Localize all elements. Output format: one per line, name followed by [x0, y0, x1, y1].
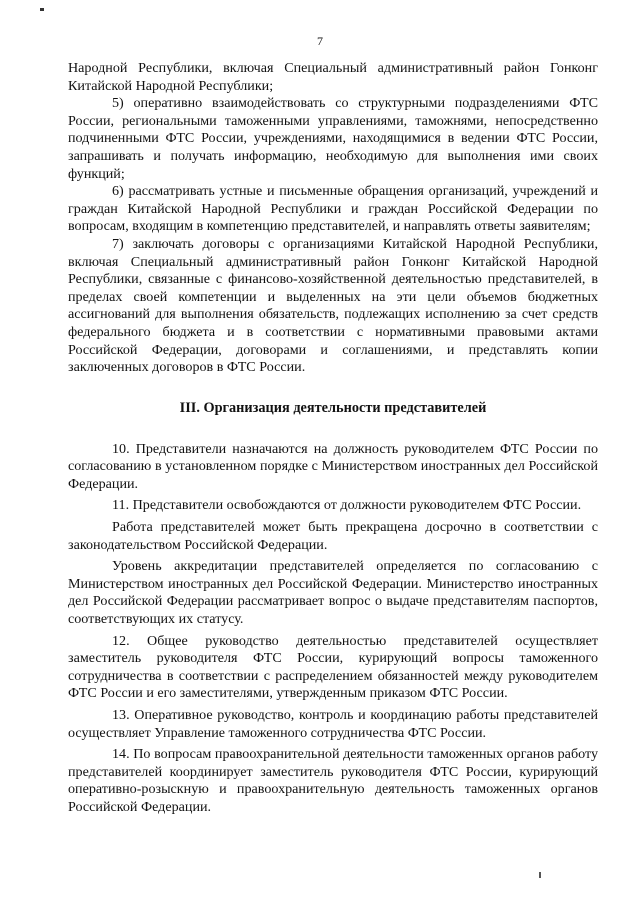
- paragraph: 7) заключать договоры с организациями Китайской Народной Республики, включая Специальный административный район Гонконг Китайской Народной Республики, связанные с финансово-хозяйственной деятельностью представителей, в пределах своей компетенции и выделенных на эти цели объемов бюджетных ассигнований для выполнения обязательств, подлежащих исполнению за счет средств федерального бюджета и в соответствии с нормативными правовыми актами Российской Федерации, договорами и соглашениями, и представлять копии заключенных договоров в ФТС России.: [68, 235, 598, 376]
- paragraph: 11. Представители освобождаются от должности руководителем ФТС России.: [112, 497, 582, 514]
- paragraph: 10. Представители назначаются на должность руководителем ФТС России по согласованию в установленном порядке с Министерством иностранных дел Российской Федерации.: [68, 440, 598, 492]
- section-heading: III. Организация деятельности представителей: [179, 399, 487, 416]
- page-number: 7: [317, 34, 323, 48]
- paragraph: 6) рассматривать устные и письменные обращения организаций, учреждений и граждан Китайской Народной Республики и граждан Российской Федерации по вопросам, входящим в компетенцию представителей, и направлять ответы заявителям;: [68, 183, 598, 235]
- paragraph: 12. Общее руководство деятельностью представителей осуществляет заместитель руководителя ФТС России, курирующий вопросы таможенного сотрудничества в соответствии с распределением обязанностей между руководителем ФТС России и его заместителями, утвержденным приказом ФТС России.: [68, 632, 598, 702]
- paragraph: Уровень аккредитации представителей определяется по согласованию с Министерством иностранных дел Российской Федерации. Министерство иностранных дел Российской Федерации рассматривает вопрос о выдаче представителям паспортов, соответствующих их статусу.: [68, 558, 598, 628]
- paragraph: 13. Оперативное руководство, контроль и координацию работы представителей осуществляет Управление таможенного сотрудничества ФТС России.: [68, 707, 598, 741]
- paragraph: 5) оперативно взаимодействовать со структурными подразделениями ФТС России, региональными таможенными управлениями, таможнями, непосредственно подчиненными ФТС России, учреждениями, находящимися в ведении ФТС России, запрашивать и получать информацию, необходимую для выполнения ими своих функций;: [68, 95, 598, 182]
- scan-speck: [40, 8, 44, 11]
- scan-mark: [539, 872, 541, 878]
- paragraph: Работа представителей может быть прекращена досрочно в соответствии с законодательством Российской Федерации.: [68, 519, 598, 553]
- paragraph: 14. По вопросам правоохранительной деятельности таможенных органов работу представителей координирует заместитель руководителя ФТС России, курирующий оперативно-розыскную и правоохранительную деятельность таможенных органов Российской Федерации.: [68, 746, 598, 815]
- paragraph: Народной Республики, включая Специальный административный район Гонконг Китайской Народной Республики;: [68, 60, 598, 94]
- document-body: [68, 60, 598, 817]
